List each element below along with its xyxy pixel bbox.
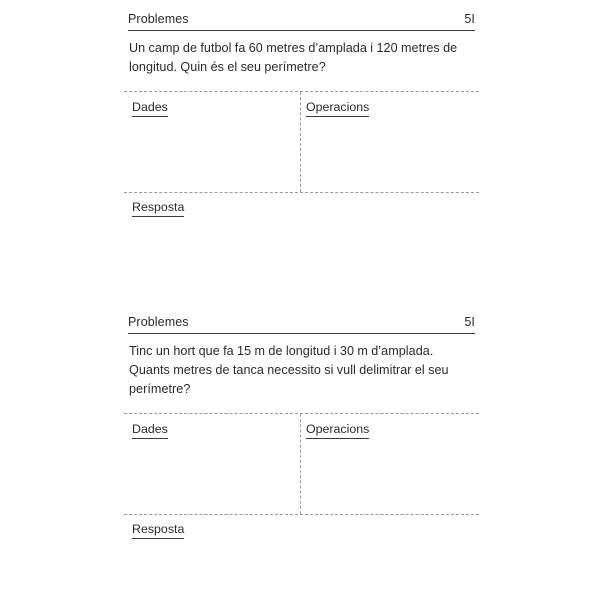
- answer-area-1: [124, 192, 479, 217]
- problem-worksheet-1: [124, 10, 479, 217]
- worksheet-title-1: Problemes: [128, 12, 189, 26]
- answer-area-2: [124, 514, 479, 539]
- problem-statement-2: Tinc un hort que fa 15 m de longitud i 30 m d’amplada. Quants metres de tanca necessito si vull delimitrar el seu perímetre?: [129, 344, 449, 396]
- worksheet-page-number-1: 5I: [464, 12, 475, 26]
- worksheet-page-number-2: 5I: [464, 315, 475, 329]
- operations-column-label-1: Operacions: [306, 99, 369, 117]
- operations-column-2: [306, 420, 369, 439]
- operations-column-label-2: Operacions: [306, 421, 369, 439]
- problem-worksheet-2: [124, 313, 479, 539]
- data-column-label-1: Dades: [132, 99, 168, 117]
- work-area-1: [124, 91, 479, 192]
- answer-label-1: Resposta: [132, 199, 184, 217]
- problem-statement-1: Un camp de futbol fa 60 metres d’amplada i 120 metres de longitud. Quin és el seu perímetre?: [129, 41, 458, 74]
- operations-column-1: [306, 98, 369, 117]
- work-area-divider-1: [300, 92, 301, 192]
- answer-label-2: Resposta: [132, 521, 184, 539]
- worksheet-header-2: [124, 313, 479, 333]
- worksheet-header-1: [124, 10, 479, 30]
- data-column-1: [132, 98, 168, 117]
- data-column-2: [132, 420, 168, 439]
- work-area-2: [124, 413, 479, 514]
- worksheet-title-2: Problemes: [128, 315, 189, 329]
- data-column-label-2: Dades: [132, 421, 168, 439]
- work-area-divider-2: [300, 414, 301, 514]
